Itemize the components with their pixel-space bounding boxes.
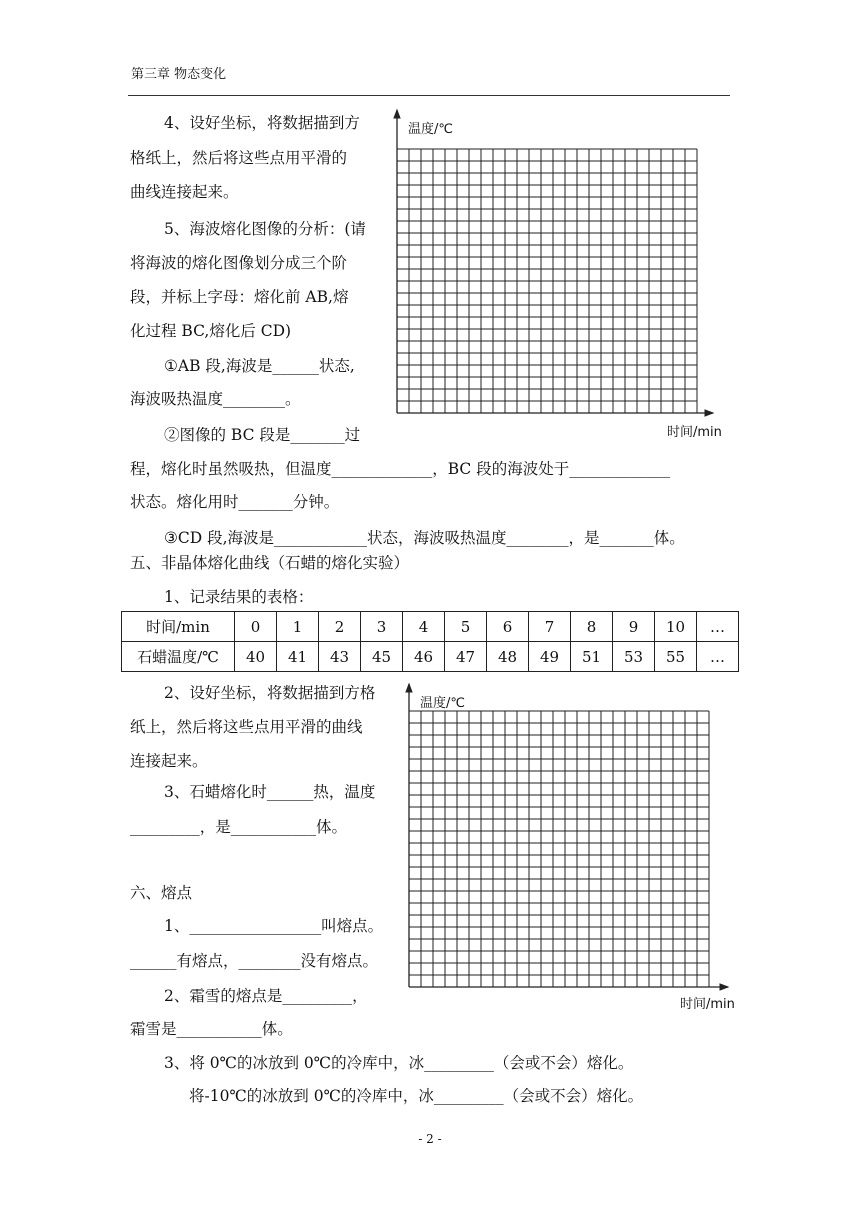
text-line: 化过程 BC,熔化后 CD): [130, 322, 292, 340]
chapter-title: 第三章 物态变化: [131, 67, 227, 82]
table-cell: 4: [403, 612, 445, 642]
text-line: ①AB 段,海波是______状态,: [164, 357, 355, 375]
table-cell: 0: [235, 612, 277, 642]
header-rule: [128, 95, 730, 96]
text-line: 5、海波熔化图像的分析：(请: [164, 220, 366, 238]
data-table: [121, 611, 739, 672]
text-line: 程，熔化时虽然吸热，但温度_____________，BC 段的海波处于_____________: [130, 460, 670, 478]
text-line: 2、霜雪的熔点是_________，: [164, 987, 368, 1005]
table-cell: 53: [613, 642, 655, 672]
text-line: 3、石蜡熔化时______热，温度: [164, 783, 376, 801]
table-cell: 41: [277, 642, 319, 672]
table-cell: 2: [319, 612, 361, 642]
graph1-ylabel: 温度/℃: [408, 122, 453, 137]
table-cell: 45: [361, 642, 403, 672]
text-line: 格纸上，然后将这些点用平滑的: [130, 149, 348, 167]
table-cell: 10: [655, 612, 697, 642]
x-axis-arrow-icon: [720, 984, 728, 990]
table-cell: 43: [319, 642, 361, 672]
table-cell: 7: [529, 612, 571, 642]
table-row: [122, 642, 739, 672]
text-line: 2、设好坐标，将数据描到方格: [164, 684, 376, 702]
text-line: 3、将 0℃的冰放到 0℃的冷库中，冰_________（会或不会）熔化。: [164, 1054, 634, 1072]
table-cell: 49: [529, 642, 571, 672]
text-line: 连接起来。: [130, 752, 208, 770]
text-line: ③CD 段,海波是____________状态，海波吸热温度________，是_______体。: [164, 529, 685, 547]
table-cell: 8: [571, 612, 613, 642]
text-line: 霜雪是___________体。: [130, 1020, 293, 1038]
text-line: 状态。熔化用时_______分钟。: [130, 493, 340, 511]
graph2-grid: [398, 682, 733, 994]
table-cell: 3: [361, 612, 403, 642]
text-line: 曲线连接起来。: [130, 183, 239, 201]
table-cell: 石蜡温度/℃: [122, 642, 235, 672]
text-line: 1、_________________叫熔点。: [164, 917, 384, 935]
text-line: 将-10℃的冰放到 0℃的冷库中，冰_________（会或不会）熔化。: [189, 1087, 644, 1105]
section-title: 六、熔点: [130, 884, 193, 902]
table-cell: 1: [277, 612, 319, 642]
table-cell: 时间/min: [122, 612, 235, 642]
graph1-xlabel: 时间/min: [667, 425, 722, 440]
table-cell: 47: [445, 642, 487, 672]
y-axis-arrow-icon: [406, 684, 412, 692]
table-cell: 40: [235, 642, 277, 672]
x-axis-arrow-icon: [705, 410, 713, 416]
table-cell: 5: [445, 612, 487, 642]
table-cell: …: [697, 612, 739, 642]
y-axis-arrow-icon: [394, 110, 400, 118]
text-line: 段，并标上字母：熔化前 AB,熔: [130, 288, 349, 306]
graph1-grid: [385, 108, 720, 423]
graph2-ylabel: 温度/℃: [420, 696, 465, 711]
text-line: 1、记录结果的表格：: [164, 588, 314, 606]
table-cell: 51: [571, 642, 613, 672]
text-line: 海波吸热温度________。: [130, 390, 301, 408]
table-cell: 55: [655, 642, 697, 672]
page-number: - 2 -: [418, 1132, 442, 1146]
text-line: ______有熔点，________没有熔点。: [130, 952, 379, 970]
table-cell: 48: [487, 642, 529, 672]
text-line: 纸上，然后将这些点用平滑的曲线: [130, 718, 363, 736]
text-line: _________，是___________体。: [130, 818, 348, 836]
table-cell: 46: [403, 642, 445, 672]
table-cell: 6: [487, 612, 529, 642]
section-title: 五、非晶体熔化曲线（石蜡的熔化实验）: [130, 554, 410, 572]
text-line: 4、设好坐标，将数据描到方: [164, 114, 360, 132]
table-row: [122, 612, 739, 642]
table-cell: 9: [613, 612, 655, 642]
text-line: 将海波的熔化图像划分成三个阶: [130, 254, 348, 272]
graph2-xlabel: 时间/min: [680, 997, 735, 1012]
table-cell: …: [697, 642, 739, 672]
text-line: ②图像的 BC 段是_______过: [164, 426, 361, 444]
